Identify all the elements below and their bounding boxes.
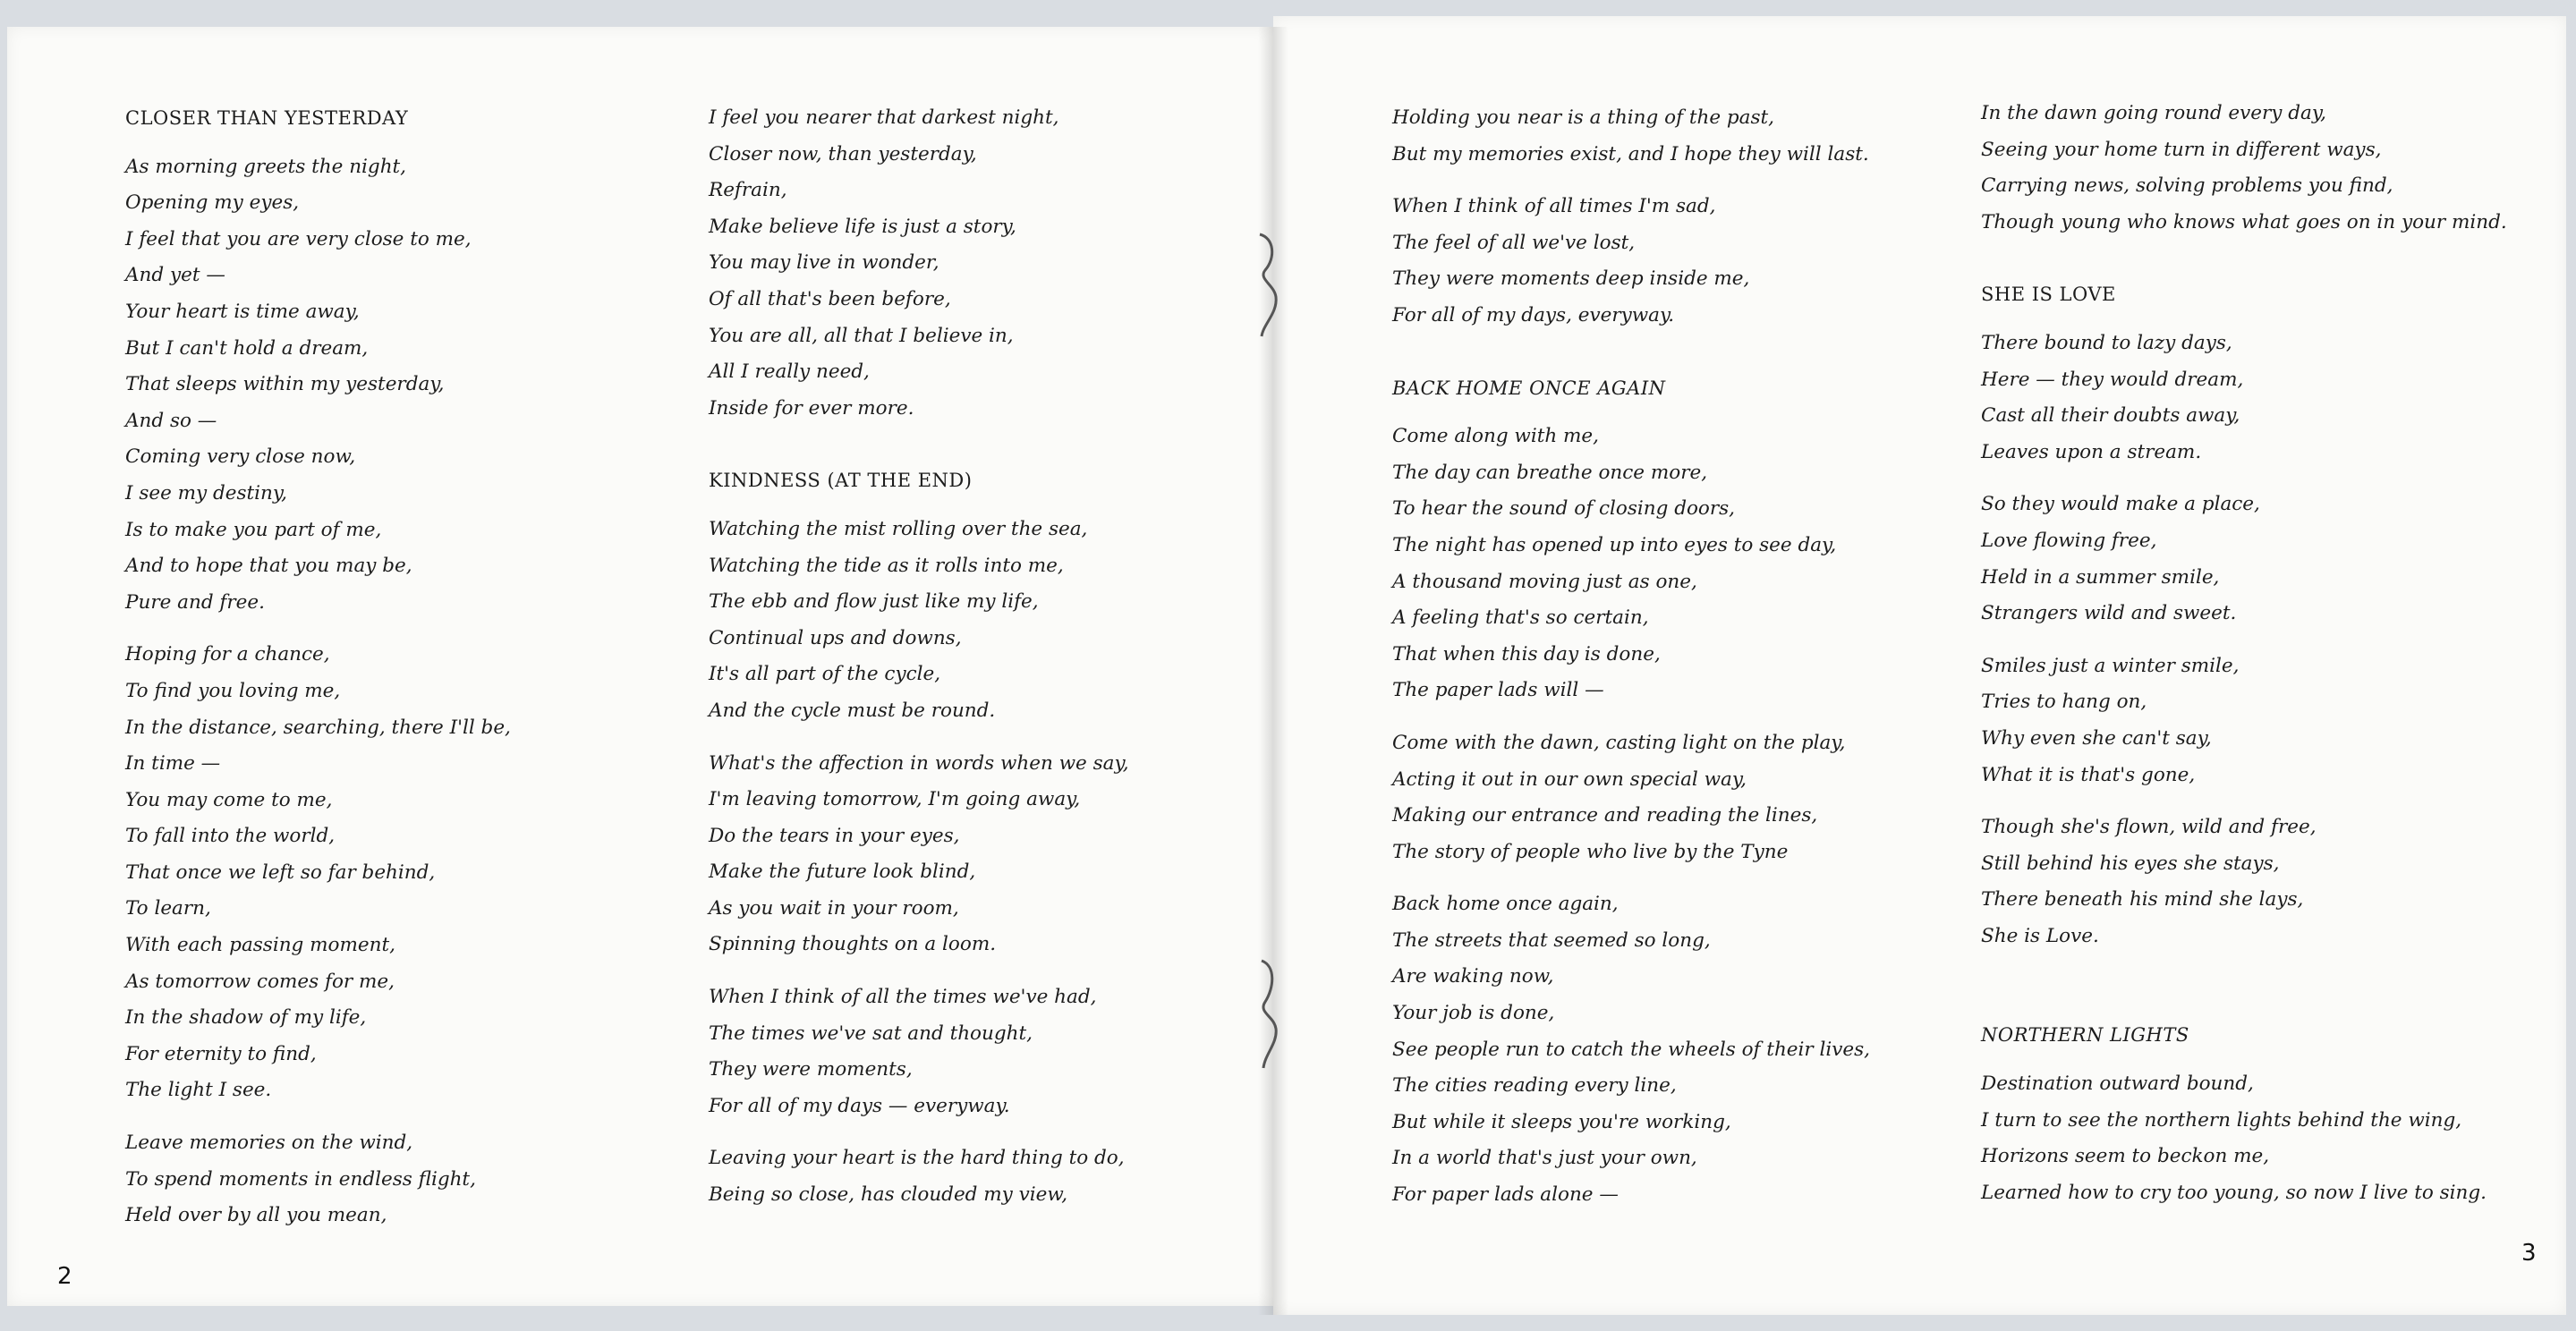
lyric-line: In a world that's just your own, (1392, 1147, 1697, 1170)
stanza (1392, 725, 1870, 870)
lyric-line: That sleeps within my yesterday, (125, 373, 445, 396)
lyric-line: Spinning thoughts on a loom. (709, 933, 997, 956)
lyric-line: I feel that you are very close to me, (125, 227, 472, 250)
stanza (1981, 1066, 2507, 1211)
lyric-line: So they would make a place, (1981, 493, 2260, 516)
lyric-line: Your job is done, (1392, 1002, 1555, 1025)
lyric-line: The times we've sat and thought, (709, 1022, 1033, 1045)
lyric-line: When I think of all the times we've had, (709, 986, 1097, 1009)
stanza (125, 637, 511, 1109)
lyric-line: Being so close, has clouded my view, (709, 1183, 1068, 1207)
stanza (1392, 189, 1870, 334)
lyric-line: Here — they would dream, (1981, 368, 2244, 391)
lyric-line: Refrain, (709, 179, 787, 202)
lyric-line: As you wait in your room, (709, 896, 959, 920)
lyric-line: Making our entrance and reading the lines, (1392, 804, 1818, 827)
lyric-line: Make believe life is just a story, (709, 215, 1016, 238)
lyric-line: You are all, all that I believe in, (709, 324, 1014, 347)
stanza (709, 979, 1129, 1124)
lyric-line: Pure and free. (125, 590, 265, 614)
lyric-line: Cast all their doubts away, (1981, 404, 2240, 428)
lyric-line: Watching the tide as it rolls into me, (709, 554, 1064, 577)
lyric-line: Smiles just a winter smile, (1981, 654, 2240, 677)
lyric-line: The paper lads will — (1392, 679, 1604, 702)
lyric-line: For eternity to find, (125, 1042, 317, 1065)
lyric-line: Strangers wild and sweet. (1981, 602, 2237, 625)
lyric-line: You may live in wonder, (709, 251, 939, 275)
lyric-line: Destination outward bound, (1981, 1072, 2254, 1096)
lyric-line: And so — (125, 409, 217, 432)
lyric-line: But my memories exist, and I hope they will last. (1392, 142, 1869, 165)
column-kindness (709, 100, 1129, 1214)
lyric-line: Are waking now, (1392, 965, 1554, 988)
lyric-line: Continual ups and downs, (709, 626, 962, 649)
lyric-line: The light I see. (125, 1079, 272, 1102)
lyric-line: For all of my days — everyway. (709, 1094, 1010, 1117)
lyric-line: Acting it out in our own special way, (1392, 767, 1747, 791)
staple-bottom-icon (1254, 957, 1281, 1073)
lyric-line: I see my destiny, (125, 481, 288, 504)
lyric-line: To hear the sound of closing doors, (1392, 497, 1736, 521)
song-title: BACK HOME ONCE AGAIN (1392, 377, 1666, 399)
lyric-line: As tomorrow comes for me, (125, 970, 395, 993)
column-back-home-once-again (1392, 100, 1870, 1214)
lyric-line: That when this day is done, (1392, 642, 1661, 666)
stanza (709, 1140, 1129, 1213)
lyric-line: But while it sleeps you're working, (1392, 1110, 1731, 1133)
lyric-line: I turn to see the northern lights behind the wing, (1981, 1108, 2462, 1132)
lyric-line: There beneath his mind she lays, (1981, 888, 2304, 911)
lyric-line: There bound to lazy days, (1981, 331, 2232, 354)
page-number-left: 2 (57, 1263, 72, 1290)
lyric-line: The story of people who live by the Tyne (1392, 840, 1789, 863)
lyric-line: I'm leaving tomorrow, I'm going away, (709, 788, 1081, 811)
lyric-line: When I think of all times I'm sad, (1392, 195, 1716, 218)
lyric-line: It's all part of the cycle, (709, 663, 941, 686)
lyric-line: Carrying news, solving problems you find, (1981, 174, 2393, 198)
song-title: SHE IS LOVE (1981, 284, 2116, 306)
lyric-line: Horizons seem to beckon me, (1981, 1145, 2270, 1168)
lyric-line: Why even she can't say, (1981, 726, 2212, 750)
stanza (1981, 649, 2507, 793)
lyric-line: Inside for ever more. (709, 396, 914, 420)
stanza (125, 1125, 511, 1234)
song-title: NORTHERN LIGHTS (1981, 1024, 2189, 1047)
lyric-line: The feel of all we've lost, (1392, 231, 1636, 254)
stanza (125, 149, 511, 622)
lyric-line: Held over by all you mean, (125, 1204, 387, 1227)
lyric-line: The night has opened up into eyes to see day, (1392, 533, 1837, 556)
lyric-line: Love flowing free, (1981, 529, 2157, 552)
gutter-shadow (1258, 27, 1288, 1315)
song-title: KINDNESS (AT THE END) (709, 470, 973, 492)
lyric-line: The cities reading every line, (1392, 1074, 1677, 1098)
lyric-line: What it is that's gone, (1981, 763, 2196, 786)
column-closer-than-yesterday (125, 100, 511, 1234)
lyric-line: But I can't hold a dream, (125, 336, 369, 360)
lyric-line: In time — (125, 752, 221, 776)
lyric-line: Opening my eyes, (125, 191, 300, 215)
lyric-line: In the dawn going round every day, (1981, 102, 2326, 124)
lyric-line: Seeing your home turn in different ways, (1981, 138, 2382, 161)
lyric-line: Coming very close now, (125, 445, 356, 469)
stanza (709, 746, 1129, 964)
lyric-line: She is Love. (1981, 924, 2099, 947)
lyric-line: In the distance, searching, there I'll be, (125, 716, 511, 739)
lyric-line: And the cycle must be round. (709, 699, 996, 722)
lyric-line: Though young who knows what goes on in your mind. (1981, 210, 2507, 233)
lyric-line: All I really need, (709, 360, 870, 384)
lyric-line: Watching the mist rolling over the sea, (709, 517, 1088, 540)
lyric-line: Is to make you part of me, (125, 518, 382, 541)
lyric-line: I feel you nearer that darkest night, (709, 106, 1059, 129)
lyric-line: Holding you near is a thing of the past, (1392, 106, 1774, 129)
lyric-line: That once we left so far behind, (125, 860, 436, 884)
lyric-line: And to hope that you may be, (125, 555, 412, 578)
lyric-line: Leave memories on the wind, (125, 1132, 413, 1155)
lyric-line: Learned how to cry too young, so now I live to sing. (1981, 1181, 2487, 1204)
lyric-line: Come along with me, (1392, 425, 1599, 448)
lyric-line: You may come to me, (125, 788, 333, 811)
lyric-line: Leaves upon a stream. (1981, 440, 2202, 463)
lyric-line: What's the affection in words when we say, (709, 751, 1129, 775)
stanza (1981, 326, 2507, 471)
lyric-line: Tries to hang on, (1981, 691, 2147, 714)
lyric-line: A thousand moving just as one, (1392, 570, 1697, 593)
stanza (709, 512, 1129, 730)
lyric-line: And yet — (125, 264, 225, 287)
lyric-line: Do the tears in your eyes, (709, 824, 960, 847)
stanza (1981, 487, 2507, 632)
lyric-line: Still behind his eyes she stays, (1981, 852, 2280, 875)
lyric-line: Though she's flown, wild and free, (1981, 816, 2317, 839)
lyric-line: Closer now, than yesterday, (709, 142, 977, 165)
lyric-line: As morning greets the night, (125, 155, 407, 178)
lyric-line: Of all that's been before, (709, 287, 951, 310)
lyric-line: Back home once again, (1392, 893, 1619, 916)
lyric-line: A feeling that's so certain, (1392, 606, 1649, 630)
lyric-line: To learn, (125, 897, 211, 920)
lyric-line: Hoping for a chance, (125, 643, 330, 666)
stanza (1981, 96, 2507, 241)
lyric-line: The day can breathe once more, (1392, 461, 1708, 484)
stanza (1392, 419, 1870, 709)
song-title: CLOSER THAN YESTERDAY (125, 107, 409, 129)
lyric-line: For all of my days, everyway. (1392, 303, 1675, 326)
lyric-line: Your heart is time away, (125, 300, 360, 323)
lyric-line: They were moments, (709, 1058, 913, 1081)
stanza (709, 100, 1129, 427)
lyric-line: To spend moments in endless flight, (125, 1167, 476, 1191)
lyric-line: They were moments deep inside me, (1392, 267, 1750, 291)
lyric-line: Leaving your heart is the hard thing to do, (709, 1147, 1125, 1170)
stanza (1981, 810, 2507, 954)
lyric-line: The ebb and flow just like my life, (709, 590, 1039, 614)
page-number-right: 3 (2521, 1240, 2537, 1267)
lyric-line: With each passing moment, (125, 934, 395, 957)
column-she-is-love (1981, 96, 2507, 1211)
lyric-line: For paper lads alone — (1392, 1183, 1619, 1207)
lyric-line: In the shadow of my life, (125, 1006, 367, 1030)
lyric-line: See people run to catch the wheels of their lives, (1392, 1038, 1870, 1061)
stanza (1392, 886, 1870, 1213)
lyric-line: The streets that seemed so long, (1392, 928, 1711, 952)
lyric-line: Make the future look blind, (709, 860, 976, 884)
lyric-line: To fall into the world, (125, 825, 336, 848)
lyric-line: To find you loving me, (125, 679, 341, 702)
stanza (1392, 100, 1870, 173)
lyric-line: Held in a summer smile, (1981, 565, 2220, 589)
lyric-line: Come with the dawn, casting light on the play, (1392, 731, 1846, 754)
staple-top-icon (1254, 231, 1281, 347)
